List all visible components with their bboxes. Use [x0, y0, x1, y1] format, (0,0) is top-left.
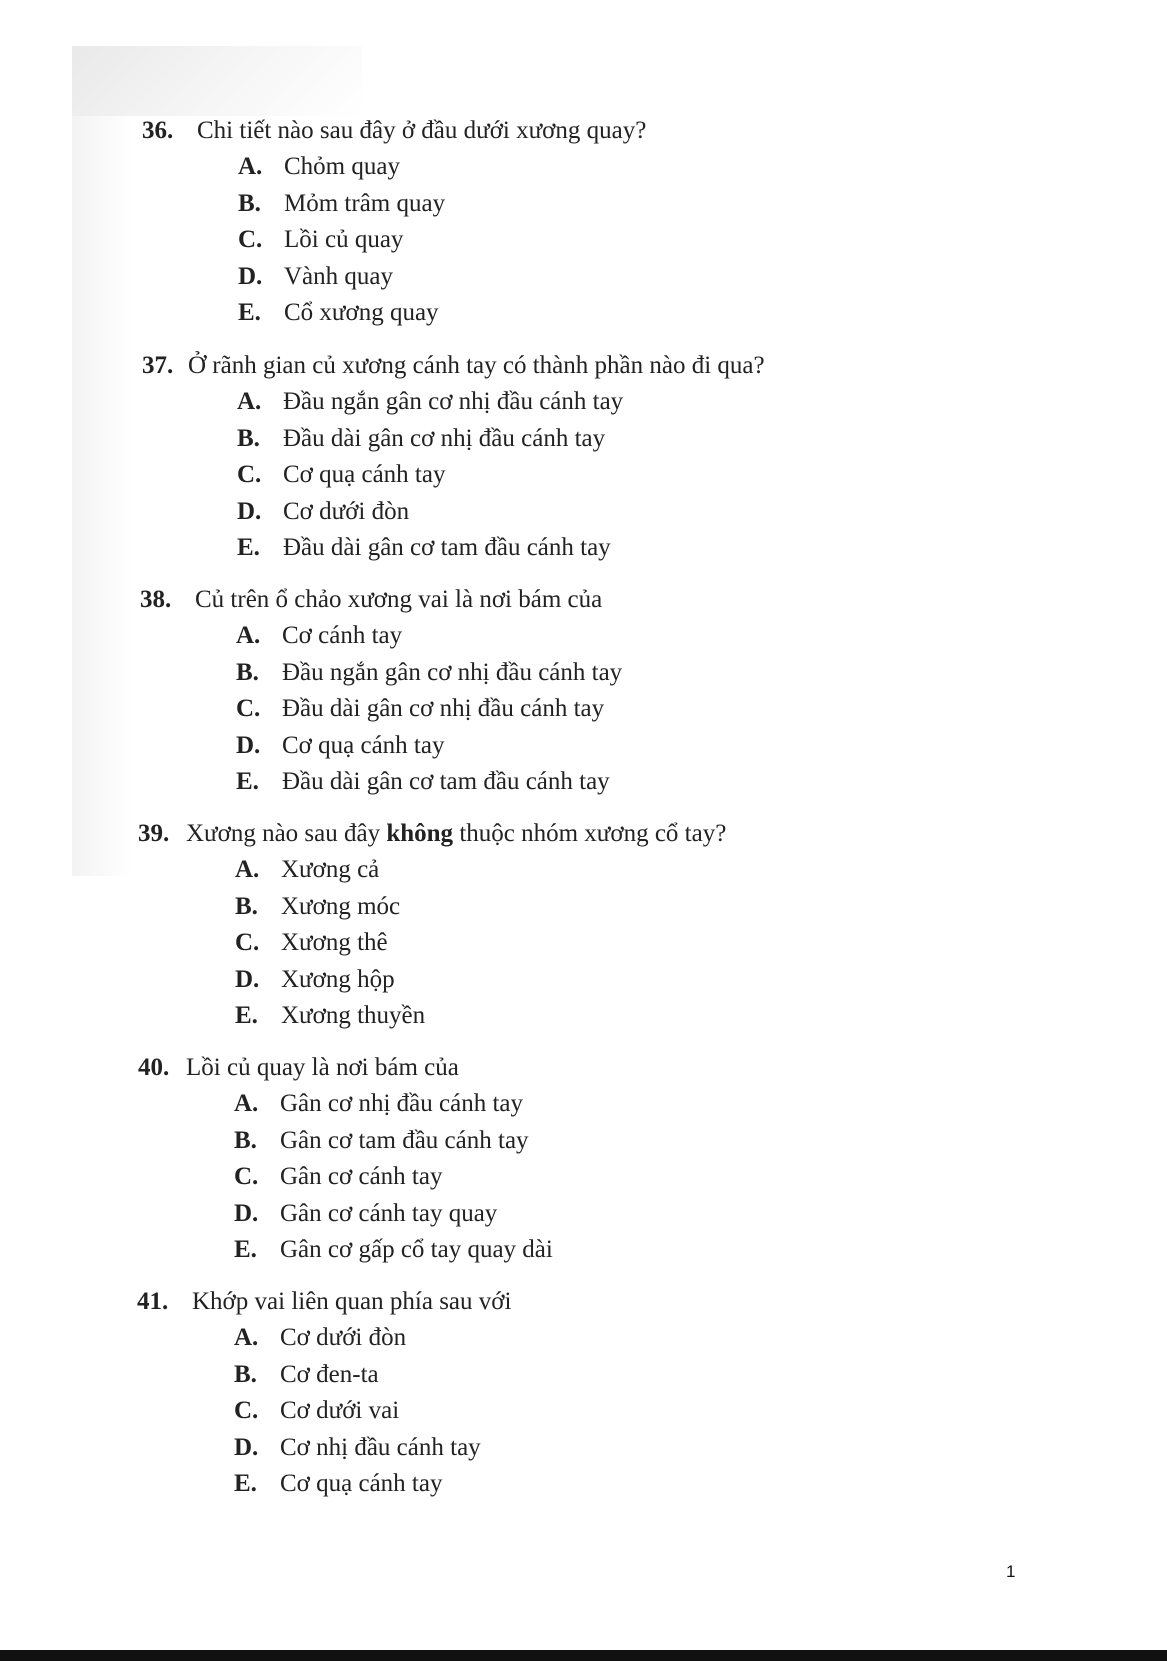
option-text: Xương thuyền [281, 1002, 426, 1030]
option-b [0, 421, 1167, 458]
option-letter: A. [238, 153, 263, 180]
option-letter: B. [237, 424, 260, 452]
option-text: Mỏm trâm quay [284, 189, 446, 217]
option-b [0, 186, 1167, 223]
scan-shadow [72, 46, 362, 116]
option-letter: A. [234, 1090, 259, 1117]
option-e [0, 1232, 1167, 1269]
option-letter: C. [236, 695, 261, 723]
page-number: 1 [1006, 1562, 1016, 1581]
question-37 [0, 348, 1167, 567]
option-a [0, 384, 1167, 421]
option-letter: B. [234, 1360, 257, 1388]
option-text: Cổ xương quay [284, 299, 439, 327]
option-letter: B. [238, 189, 261, 217]
question-number: 39. [138, 820, 170, 847]
option-letter: D. [236, 731, 261, 759]
option-a [0, 149, 1167, 186]
question-text: Lồi củ quay là nơi bám của [186, 1054, 459, 1081]
option-letter: D. [234, 1433, 259, 1461]
option-text: Gân cơ cánh tay quay [280, 1199, 498, 1227]
question-number: 38. [140, 586, 172, 613]
option-e [0, 530, 1167, 567]
option-e [0, 998, 1167, 1035]
option-c [0, 457, 1167, 494]
option-letter: C. [234, 1163, 259, 1191]
option-c [0, 691, 1167, 728]
question-text-after: thuộc nhóm xương cổ tay? [453, 820, 727, 847]
question-stem [0, 348, 1167, 384]
option-text: Cơ quạ cánh tay [282, 731, 445, 759]
option-b [0, 1357, 1167, 1394]
question-39 [0, 816, 1167, 1035]
question-number: 40. [138, 1054, 170, 1081]
question-text: Củ trên ổ chảo xương vai là nơi bám của [195, 586, 603, 613]
question-stem [0, 113, 1167, 149]
option-letter: B. [234, 1126, 257, 1154]
option-text: Đầu dài gân cơ tam đầu cánh tay [283, 534, 611, 562]
question-36 [0, 113, 1167, 332]
question-number: 41. [137, 1288, 169, 1315]
option-b [0, 889, 1167, 926]
option-letter: D. [235, 965, 260, 993]
option-a [0, 852, 1167, 889]
question-stem [0, 816, 1167, 852]
option-a [0, 1320, 1167, 1357]
option-text: Gân cơ tam đầu cánh tay [280, 1126, 529, 1154]
option-text: Cơ dưới vai [280, 1397, 400, 1425]
option-text: Gân cơ gấp cổ tay quay dài [280, 1236, 553, 1264]
option-letter: D. [234, 1199, 259, 1227]
option-letter: E. [238, 299, 261, 327]
option-d [0, 1430, 1167, 1467]
option-d [0, 962, 1167, 999]
option-letter: E. [234, 1470, 257, 1498]
option-text: Gân cơ nhị đầu cánh tay [280, 1090, 523, 1117]
option-b [0, 1123, 1167, 1160]
option-d [0, 728, 1167, 765]
question-41 [0, 1284, 1167, 1503]
option-b [0, 655, 1167, 692]
option-d [0, 494, 1167, 531]
option-e [0, 764, 1167, 801]
question-text: Ở rãnh gian củ xương cánh tay có thành phần nào đi qua? [188, 352, 765, 379]
option-a [0, 1086, 1167, 1123]
option-letter: E. [236, 768, 259, 796]
question-text-before: Xương nào sau đây [186, 820, 387, 847]
question-stem [0, 1050, 1167, 1086]
option-d [0, 259, 1167, 296]
question-40 [0, 1050, 1167, 1269]
option-c [0, 1393, 1167, 1430]
option-text: Xương cả [281, 856, 380, 883]
option-a [0, 618, 1167, 655]
option-text: Lồi củ quay [284, 226, 404, 254]
option-letter: E. [234, 1236, 257, 1264]
option-letter: C. [234, 1397, 259, 1425]
option-letter: A. [237, 388, 262, 415]
option-letter: C. [237, 461, 262, 489]
question-text-emphasis: không [386, 820, 454, 847]
option-letter: C. [238, 226, 263, 254]
option-e [0, 1466, 1167, 1503]
option-text: Vành quay [284, 262, 393, 290]
question-number: 36. [142, 117, 174, 144]
option-text: Gân cơ cánh tay [280, 1163, 443, 1191]
option-letter: A. [235, 856, 260, 883]
option-text: Cơ nhị đầu cánh tay [280, 1433, 481, 1461]
question-stem [0, 582, 1167, 618]
option-letter: E. [237, 534, 260, 562]
option-letter: D. [237, 497, 262, 525]
option-text: Chỏm quay [284, 153, 400, 180]
scan-bottom-border [0, 1650, 1167, 1661]
option-letter: C. [235, 929, 260, 957]
option-c [0, 222, 1167, 259]
question-text: Khớp vai liên quan phía sau với [192, 1288, 512, 1315]
option-text: Cơ cánh tay [282, 622, 403, 649]
option-text: Xương móc [281, 892, 401, 920]
option-text: Đầu ngắn gân cơ nhị đầu cánh tay [283, 388, 624, 415]
option-c [0, 1159, 1167, 1196]
option-d [0, 1196, 1167, 1233]
question-stem [0, 1284, 1167, 1320]
option-letter: D. [238, 262, 263, 290]
option-text: Đầu dài gân cơ tam đầu cánh tay [282, 768, 610, 796]
option-text: Đầu dài gân cơ nhị đầu cánh tay [283, 424, 606, 452]
question-38 [0, 582, 1167, 801]
option-text: Cơ dưới đòn [280, 1324, 407, 1351]
option-letter: B. [236, 658, 259, 686]
question-text: Chi tiết nào sau đây ở đầu dưới xương quay? [197, 117, 647, 144]
option-e [0, 295, 1167, 332]
question-number: 37. [142, 352, 174, 379]
option-text: Đầu dài gân cơ nhị đầu cánh tay [282, 695, 605, 723]
option-text: Xương hộp [281, 965, 395, 993]
option-text: Xương thê [281, 929, 388, 957]
option-letter: B. [235, 892, 258, 920]
option-text: Cơ quạ cánh tay [280, 1470, 443, 1498]
option-text: Cơ quạ cánh tay [283, 461, 446, 489]
option-letter: E. [235, 1002, 258, 1030]
question-text [186, 816, 726, 852]
option-text: Cơ đen-ta [280, 1360, 379, 1388]
option-letter: A. [234, 1324, 259, 1351]
option-text: Cơ dưới đòn [283, 497, 410, 525]
option-letter: A. [236, 622, 261, 649]
option-c [0, 925, 1167, 962]
option-text: Đầu ngắn gân cơ nhị đầu cánh tay [282, 658, 623, 686]
